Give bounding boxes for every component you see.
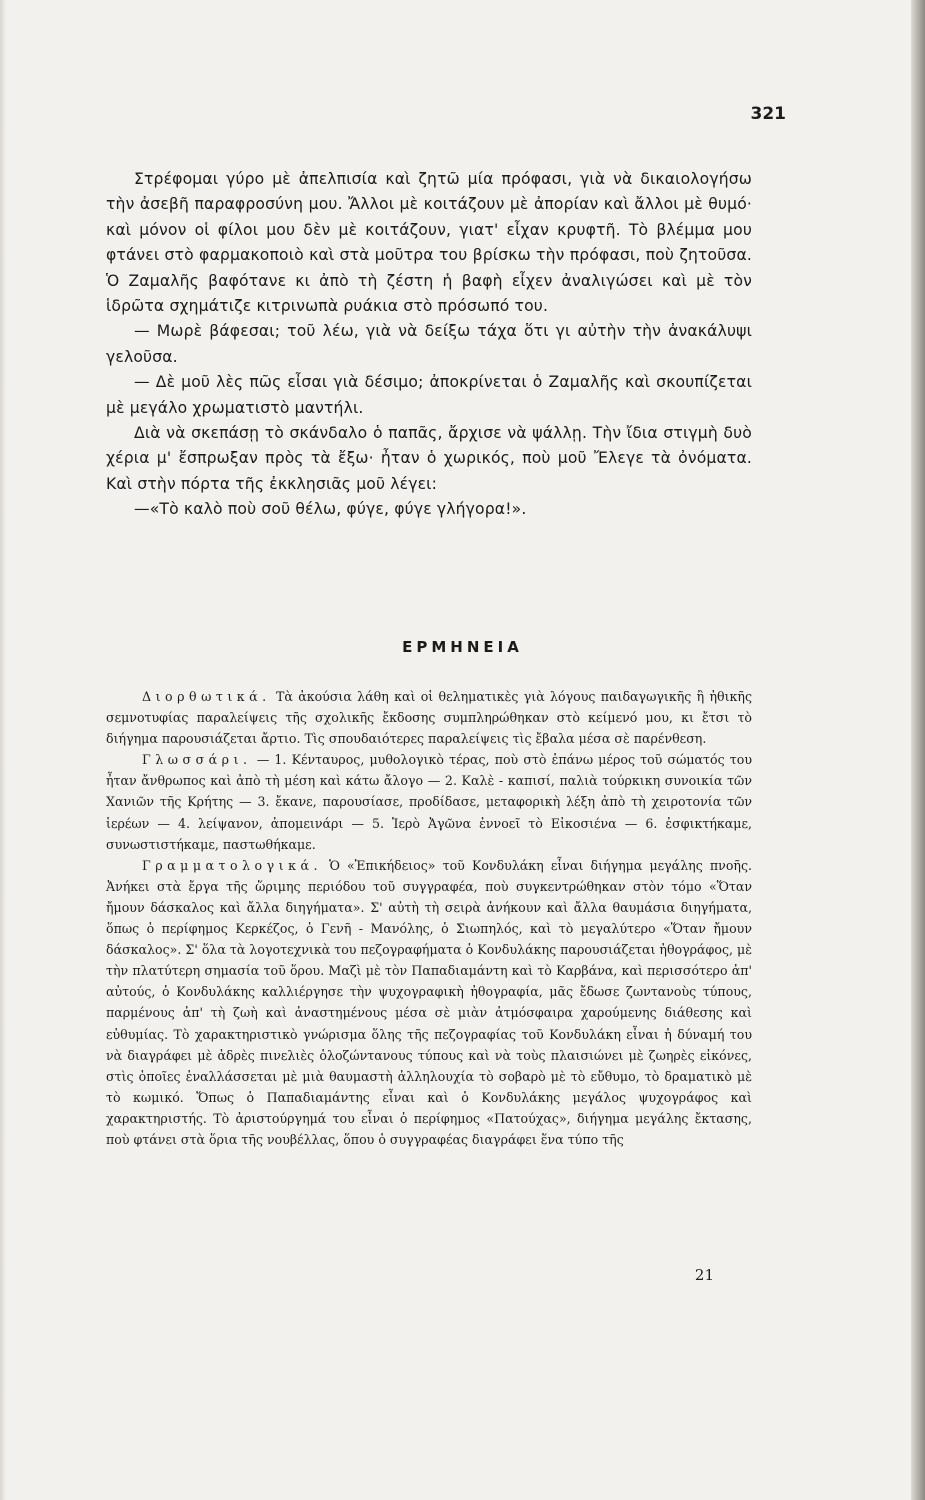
note-literary-history-term: Γραμματολογικά. [142, 857, 322, 873]
note-corrections-term: Διορθωτικά. [142, 689, 271, 704]
note-corrections [106, 686, 752, 749]
note-glossary-text: — 1. Κένταυρος, μυθολογικὸ τέρας, ποὺ στὸ ἐπάνω μέρος τοῦ σώματός του ἦταν ἄνθρωπος καὶ ἀπὸ τὴ μέση καὶ κάτω ἄλογο — 2. Καλὲ - καπισί, παλιὰ τούρκικη συνοικία τῶν Χανιῶν τῆς Κρήτης — 3. ἔκανε, παρουσίασε, προδίδασε, μεταφορικὴ λέξη ἀπὸ τὴ χειροτονία τῶν ἱερέων — 4. λείψανον, ἀπομεινάρι — 5. Ἱερὸ Ἀγῶνα ἐννοεῖ τὸ Εἰκοσιένα — 6. ἐσφικτήκαμε, συνωστιστήκαμε, παστωθήκαμε. [106, 752, 752, 852]
note-literary-history [106, 855, 752, 1150]
page-left-edge [0, 0, 6, 1500]
story-paragraph-4: Διὰ νὰ σκεπάσῃ τὸ σκάνδαλο ὁ παπᾶς, ἄρχισε νὰ ψάλλῃ. Τὴν ἴδια στιγμὴ δυὸ χέρια μ' ἔσπρωξαν πρὸς τὰ ἔξω· ἦταν ὁ χωρικός, ποὺ μοῦ Ἔλεγε τὰ ὀνόματα. Καὶ στὴν πόρτα τῆς ἐκκλησιᾶς μοῦ λέγει: [106, 424, 752, 493]
story-paragraph-2: — Μωρὲ βάφεσαι; τοῦ λέω, γιὰ νὰ δείξω τάχα ὅτι γι αὐτὴν τὴν ἀνακάλυψι γελοῦσα. [106, 322, 752, 366]
note-glossary-term: Γλωσσάρι. [142, 752, 252, 768]
note-literary-history-text: Ὁ «Ἐπικήδειος» τοῦ Κονδυλάκη εἶναι διήγημα μεγάλης πνοῆς. Ἀνήκει στὰ ἔργα τῆς ὥριμης περιόδου τοῦ συγγραφέα, ποὺ συγκεντρώθηκαν στὸν τόμο «Ὅταν ἤμουν δάσκαλος καὶ ἄλλα διηγήματα». Σ' αὐτὴ τὴ σειρὰ ἀνήκουν καὶ ἄλλα θαυμάσια διηγήματα, ὅπως ὁ περίφημος Κερκέζος, ὁ Γενῆ - Μανόλης, ὁ Σιωπηλός, καὶ τὸ μεγαλύτερο «Ὅταν ἤμουν δάσκαλος». Σ' ὅλα τὰ λογοτεχνικὰ του πεζογραφήματα ὁ Κονδυλάκης παρουσιάζεται ἠθογράφος, μὲ τὴν πλατύτερη σημασία τοῦ ὅρου. Μαζὶ μὲ τὸν Παπαδιαμάντη καὶ τὸ Καρβάνα, καὶ περισσότερο ἀπ' αὐτούς, ὁ Κονδυλάκης καλλιέργησε τὴν ψυχογραφικὴ ἠθογραφία, μᾶς ἔδωσε ζωντανοὺς τύπους, παρμένους ἀπ' τὴ ζωὴ καὶ ἀναστημένους μέσα σὲ μιὰν ἀτμόσφαιρα χαρούμενης διάθεσης καὶ εὐθυμίας. Τὸ χαρακτηριστικὸ γνώρισμα ὅλης τῆς πεζογραφίας τοῦ Κονδυλάκη εἶναι ἡ δύναμή του νὰ διαγράφει μὲ ἀδρὲς πινελιὲς ὁλοζώντανους τύπους καὶ νὰ τοὺς πλαισιώνει μὲ ζωηρὲς εἰκόνες, στὶς ὁποῖες ἐναλλάσσεται μὲ μιὰ θαυμαστὴ ἀλληλουχία τὸ σοβαρὸ μὲ τὸ εὔθυμο, τὸ δραματικὸ μὲ τὸ κωμικό. Ὅπως ὁ Παπαδιαμάντης εἶναι καὶ ὁ Κονδυλάκης μεγάλος ψυχογράφος καὶ χαρακτηριστής. Τὸ ἀριστούργημά του εἶναι ὁ περίφημος «Πατούχας», διήγημα μεγάλης ἔκτασης, ποὺ φτάνει στὰ ὅρια τῆς νουβέλλας, ὅπου ὁ συγγραφέας διαγράφει ἕνα τύπο τῆς [106, 857, 752, 1147]
page-right-edge-shadow [911, 0, 925, 1500]
commentary-notes [106, 686, 752, 1150]
note-glossary [106, 749, 752, 854]
story-paragraph-5: —«Τὸ καλὸ ποὺ σοῦ θέλω, φύγε, φύγε γλήγορα!». [134, 500, 527, 519]
page-number-bottom: 21 [694, 1266, 714, 1284]
story-paragraph-1: Στρέφομαι γύρο μὲ ἀπελπισία καὶ ζητῶ μία πρόφασι, γιὰ νὰ δικαιολογήσω τὴν ἀσεβῆ παραφροσύνη μου. Ἄλλοι μὲ κοιτάζουν μὲ ἀπορίαν καὶ ἄλλοι μὲ θυμό· καὶ μόνον οἱ φίλοι μου δὲν μὲ κοιτάζουν, γιατ' εἶχαν κρυφτῆ. Τὸ βλέμμα μου φτάνει στὸ φαρμακοποιὸ καὶ στὰ μοῦτρα του βρίσκω τὴν πρόφασι, ποὺ ζητοῦσα. Ὁ Ζαμαλῆς βαφότανε κι ἀπὸ τὴ ζέστη ἡ βαφὴ εἶχεν ἀναλιγώσει καὶ μὲ τὸν ἱδρῶτα σχημάτιζε κιτρινωπὰ ρυάκια στὸ πρόσωπό του. [106, 170, 752, 316]
section-heading: ΕΡΜΗΝΕΙΑ [402, 638, 523, 656]
note-corrections-text: Τὰ ἀκούσια λάθη καὶ οἱ θεληματικὲς γιὰ λόγους παιδαγωγικῆς ἢ ἠθικῆς σεμνοτυφίας παραλείψεις τῆς σχολικῆς ἔκδοσης συμπληρώθηκαν στὸ κείμενό μου, κι ἔτσι τὸ διήγημα παρουσιάζεται ἄρτιο. Τὶς σπουδαιότερες παραλείψεις τὶς ἔβαλα μέσα σὲ παρένθεση. [106, 689, 752, 747]
page-number-top: 321 [750, 104, 786, 124]
story-text [106, 167, 752, 523]
story-paragraph-3: — Δὲ μοῦ λὲς πῶς εἶσαι γιὰ δέσιμο; ἀποκρίνεται ὁ Ζαμαλῆς καὶ σκουπίζεται μὲ μεγάλο χρωματιστὸ μαντήλι. [106, 373, 752, 417]
